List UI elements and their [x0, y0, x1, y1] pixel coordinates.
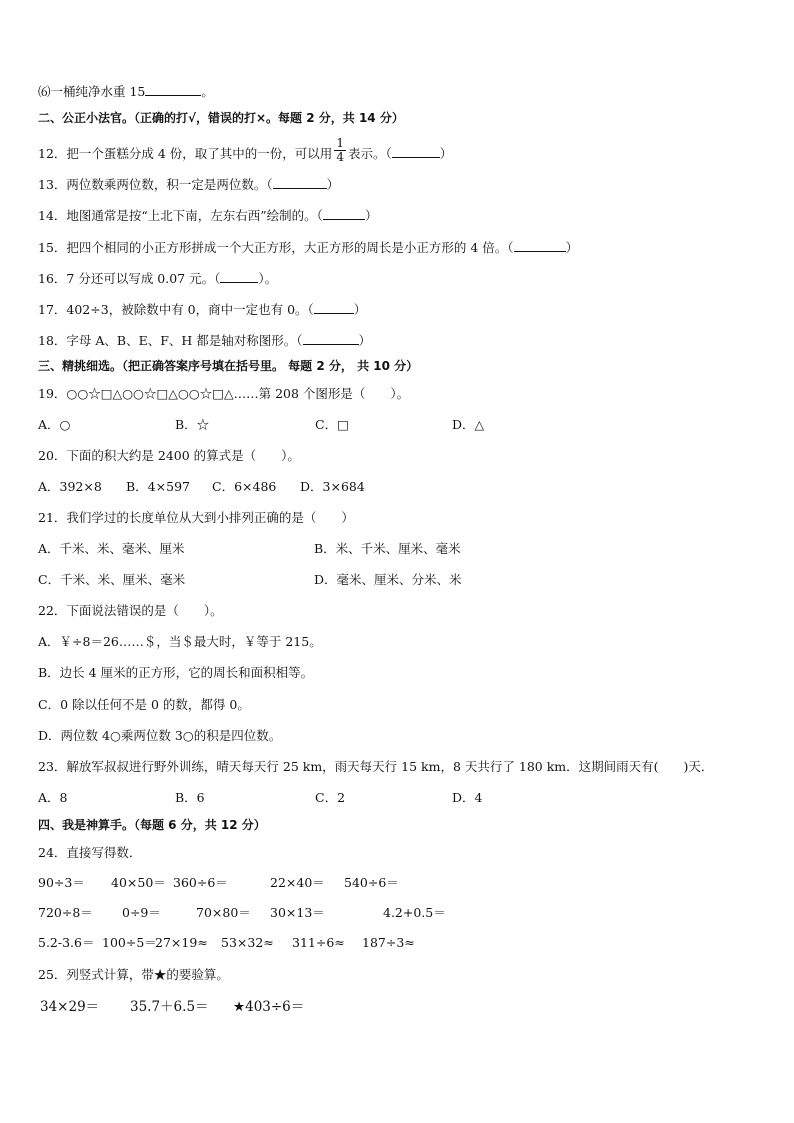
calc-item: 100÷5＝: [102, 935, 157, 950]
q21-option-b[interactable]: B．米、千米、厘米、毫米: [314, 541, 461, 556]
calc-item: 22×40＝: [270, 875, 325, 890]
vertical-calc-item: 34×29＝: [40, 999, 100, 1015]
question-16: [38, 271, 277, 287]
question-14: [38, 208, 377, 224]
calc-item: 53×32≈: [221, 935, 274, 950]
fill-question-6-end: 。: [201, 84, 214, 99]
answer-blank[interactable]: [145, 84, 201, 96]
calc-item: 0÷9＝: [122, 905, 161, 920]
question-25-text: 25．列竖式计算，带★的要验算。: [38, 967, 229, 982]
fill-question-6-text: ⑹一桶纯净水重 15: [38, 84, 146, 99]
question-18-close: ）: [358, 333, 372, 348]
question-16-close: ）。: [258, 271, 278, 286]
calc-item: 720÷8＝: [38, 905, 93, 920]
q23-option-b[interactable]: B．6: [175, 790, 205, 805]
question-12-text: 12．把一个蛋糕分成 4 份，取了其中的一份，可以用: [38, 146, 333, 161]
question-14-text: 14．地图通常是按“上北下南，左东右西”绘制的。（: [38, 208, 323, 223]
question-24-text: 24．直接写得数．: [38, 845, 142, 860]
question-13: [38, 177, 339, 193]
q20-option-c[interactable]: C．6×486: [212, 479, 277, 494]
q19-option-c[interactable]: C．□: [315, 417, 349, 432]
calc-item: 70×80＝: [196, 905, 251, 920]
question-12-close: ）: [439, 146, 453, 161]
answer-blank[interactable]: [314, 302, 354, 314]
q22-option-d[interactable]: D．两位数 4○乘两位数 3○的积是四位数。: [38, 728, 282, 743]
question-19-text: 19．○○☆□△○○☆□△○○☆□△……第 208 个图形是（ ）。: [38, 386, 410, 401]
q23-option-c[interactable]: C．2: [315, 790, 346, 805]
question-17: [38, 302, 366, 318]
calc-item: 5.2-3.6＝: [38, 935, 95, 950]
answer-blank[interactable]: [220, 271, 258, 283]
q20-option-a[interactable]: A．392×8: [38, 479, 102, 494]
calc-item: 540÷6＝: [344, 875, 399, 890]
question-17-text: 17．402÷3，被除数中有 0，商中一定也有 0。（: [38, 302, 314, 317]
fraction-denominator: 4: [336, 150, 344, 164]
question-13-close: ）: [326, 177, 340, 192]
question-22-text: 22．下面说法错误的是（ ）。: [38, 603, 223, 618]
vertical-calc-item: 35.7＋6.5＝: [130, 999, 209, 1015]
q20-option-b[interactable]: B．4×597: [126, 479, 190, 494]
fill-question-6: [38, 84, 214, 100]
calc-item: 311÷6≈: [292, 935, 345, 950]
calc-item: 40×50＝: [111, 875, 166, 890]
question-15-text: 15．把四个相同的小正方形拼成一个大正方形，大正方形的周长是小正方形的 4 倍。（: [38, 240, 514, 255]
q22-option-a[interactable]: A．￥÷8＝26……＄，当＄最大时，￥等于 215。: [38, 634, 322, 649]
q19-option-a[interactable]: A．○: [38, 417, 71, 432]
answer-blank[interactable]: [303, 333, 359, 345]
question-21-text: 21．我们学过的长度单位从大到小排列正确的是（ ）: [38, 510, 354, 525]
question-15-close: ）: [565, 240, 579, 255]
fraction: [334, 137, 346, 164]
question-15: [38, 240, 578, 256]
q21-option-d[interactable]: D．毫米、厘米、分米、米: [314, 572, 462, 587]
calc-item: 27×19≈: [155, 935, 208, 950]
section-3-title: 三、精挑细选。（把正确答案序号填在括号里。 每题 2 分， 共 10 分）: [38, 359, 419, 373]
question-12-after: 表示。（: [347, 146, 392, 161]
calc-item: 30×13＝: [270, 905, 325, 920]
question-20-text: 20．下面的积大约是 2400 的算式是（ ）。: [38, 448, 300, 463]
q23-option-d[interactable]: D．4: [452, 790, 483, 805]
question-12: [38, 136, 453, 168]
answer-blank[interactable]: [514, 240, 566, 252]
q21-option-a[interactable]: A．千米、米、毫米、厘米: [38, 541, 185, 556]
q21-option-c[interactable]: C．千米、米、厘米、毫米: [38, 572, 186, 587]
section-4-title: 四、我是神算手。（每题 6 分，共 12 分）: [38, 818, 266, 832]
q19-option-d[interactable]: D．△: [452, 417, 485, 432]
calc-item: 360÷6＝: [173, 875, 228, 890]
q20-option-d[interactable]: D．3×684: [300, 479, 365, 494]
q23-option-a[interactable]: A．8: [38, 790, 68, 805]
answer-blank[interactable]: [273, 177, 327, 189]
answer-blank[interactable]: [323, 208, 365, 220]
question-14-close: ）: [364, 208, 378, 223]
fraction-numerator: 1: [336, 136, 344, 150]
calc-item: 4.2+0.5＝: [383, 905, 446, 920]
q22-option-c[interactable]: C．0 除以任何不是 0 的数，都得 0。: [38, 697, 250, 712]
answer-blank[interactable]: [392, 146, 440, 158]
question-17-close: ）: [353, 302, 367, 317]
section-2-title: 二、公正小法官。（正确的打√，错误的打×。每题 2 分，共 14 分）: [38, 111, 404, 125]
q19-option-b[interactable]: B．☆: [175, 417, 210, 432]
calc-item: 90÷3＝: [38, 875, 85, 890]
question-16-text: 16．7 分还可以写成 0.07 元。（: [38, 271, 221, 286]
question-23-text: 23．解放军叔叔进行野外训练，晴天每天行 25 km，雨天每天行 15 km，8 天共行了 180 km．这期间雨天有( )天．: [38, 759, 714, 774]
question-18-text: 18．字母 A、B、E、F、H 都是轴对称图形。（: [38, 333, 303, 348]
calc-item: 187÷3≈: [362, 935, 415, 950]
vertical-calc-item: ★403÷6＝: [233, 999, 305, 1015]
question-18: [38, 333, 371, 349]
q22-option-b[interactable]: B．边长 4 厘米的正方形，它的周长和面积相等。: [38, 665, 314, 680]
question-13-text: 13．两位数乘两位数，积一定是两位数。（: [38, 177, 273, 192]
